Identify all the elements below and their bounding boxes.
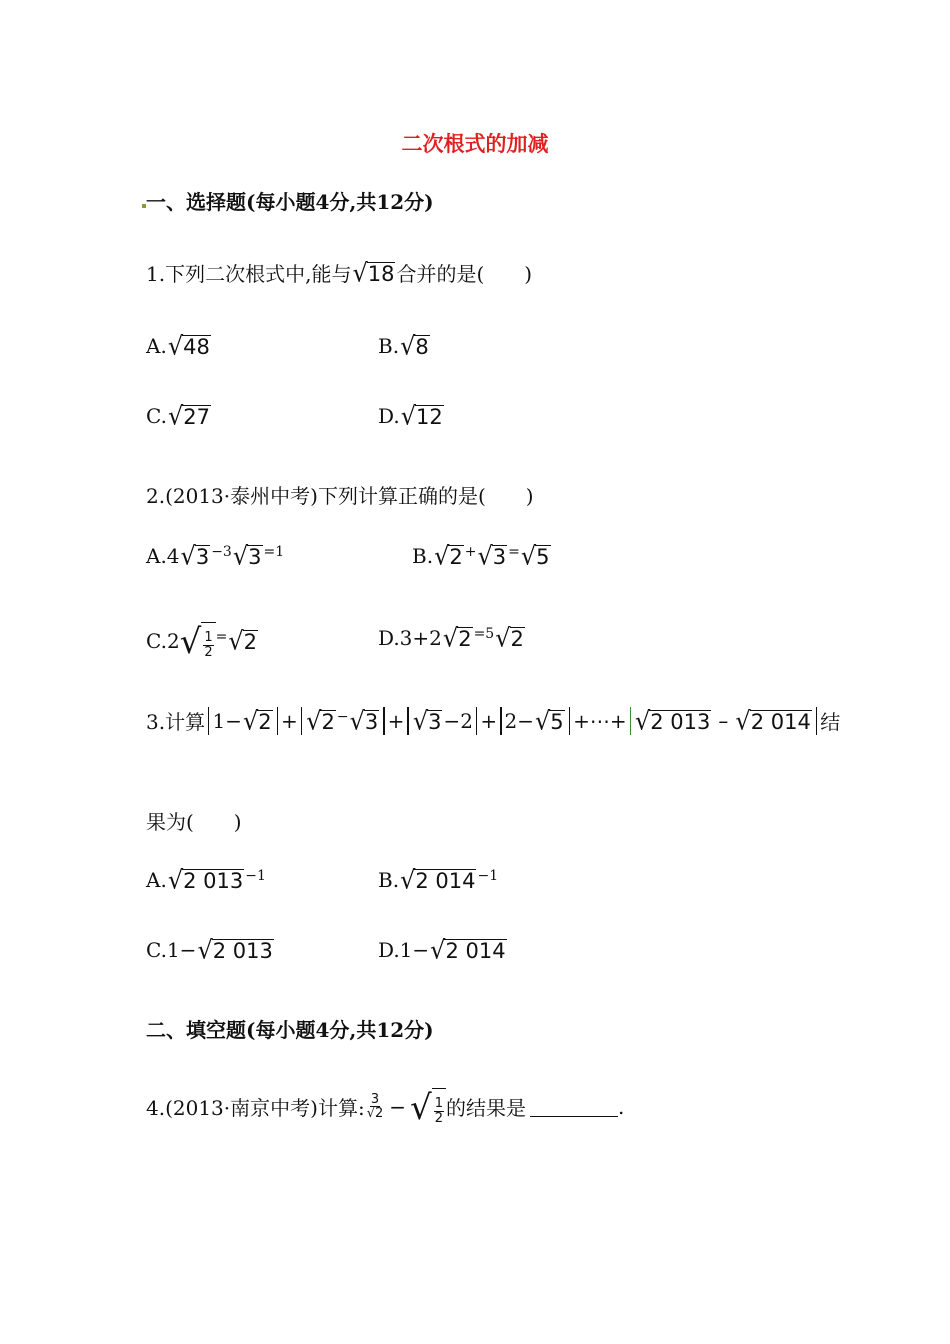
- radical: √ 5: [520, 541, 550, 571]
- q2-option-d: [378, 623, 526, 653]
- root-symbol: √: [366, 1106, 375, 1122]
- radicand: 48: [183, 335, 210, 359]
- answer-blank[interactable]: [530, 1096, 618, 1117]
- abs-bar: [476, 707, 477, 735]
- equals-sign: =: [215, 628, 228, 645]
- equals-part: =1: [263, 544, 285, 560]
- radical: √ 2: [495, 623, 524, 653]
- radicand: 2: [449, 545, 463, 569]
- fraction: [203, 631, 213, 659]
- q4-stem-pre: 4.(2013·南京中考)计算:: [146, 1096, 365, 1121]
- radical: √ 2 014: [400, 865, 476, 895]
- radicand: 12: [415, 405, 443, 429]
- numerator: 3: [370, 1091, 380, 1107]
- q1-option-c: [146, 401, 212, 431]
- question-4-stem: [146, 1088, 625, 1129]
- radical: √ 2 013: [197, 935, 273, 965]
- radicand: 2 013: [650, 709, 711, 734]
- fraction: [367, 1093, 384, 1121]
- radicand: 3: [248, 545, 262, 569]
- q3-option-c: [146, 935, 275, 965]
- abs-bar: [500, 707, 501, 735]
- q4-stem-end: .: [617, 1094, 625, 1119]
- equals-part: =5: [473, 626, 495, 642]
- ellipsis: +⋯+: [573, 708, 627, 733]
- q2-option-b: [412, 541, 552, 571]
- option-label: D.: [378, 404, 400, 428]
- radical: √ 3: [477, 541, 507, 571]
- radical: √ 2: [442, 623, 472, 653]
- radicand: 8: [415, 335, 429, 359]
- q1-option-b: [378, 331, 431, 361]
- option-label: C.1−: [146, 938, 197, 962]
- abs-bar: [816, 707, 817, 735]
- radicand: 3: [428, 709, 442, 734]
- radicand: 2 014: [415, 869, 476, 893]
- numerator: 1: [434, 1096, 443, 1111]
- radicand: 2 013: [183, 869, 244, 893]
- option-post: −1: [477, 868, 499, 884]
- denominator: [367, 1107, 384, 1121]
- radicand: 2 014: [750, 709, 811, 734]
- radical: √ 2: [228, 625, 258, 656]
- minus-sign: −: [389, 1094, 407, 1119]
- abs-bar: [569, 707, 570, 735]
- radical: √ 3: [349, 705, 379, 736]
- radical: √ 2 014: [430, 935, 506, 965]
- term: 2−: [504, 708, 534, 733]
- plus-sign: +: [281, 708, 298, 733]
- plus-sign: +: [480, 708, 498, 733]
- option-label: D.1−: [378, 938, 430, 962]
- fraction: [434, 1097, 444, 1125]
- radicand: 3: [364, 709, 379, 734]
- radical: √ 5: [535, 705, 564, 736]
- q2-option-a: [146, 541, 285, 571]
- radicand: 2: [258, 709, 272, 734]
- option-label: B.: [412, 544, 434, 568]
- q3-option-d: [378, 935, 508, 965]
- section-2-heading: 二、填空题(每小题4分,共12分): [146, 1018, 434, 1042]
- radical: √ 8: [400, 331, 429, 361]
- denominator: 2: [204, 644, 213, 660]
- plus-sign: +: [387, 708, 405, 733]
- q1-stem-post: 合并的是( ): [396, 262, 533, 286]
- abs-bar: [208, 707, 209, 735]
- option-label: B.: [378, 334, 400, 358]
- option-post: −1: [245, 868, 266, 884]
- radical: √ 48: [167, 331, 210, 361]
- q1-option-d: [378, 401, 445, 431]
- denominator: 2: [434, 1110, 443, 1126]
- radical: √ 2: [434, 541, 463, 571]
- radical-fraction: √ $\frac{1}{2}$: [180, 622, 216, 659]
- q1-stem-pre: 1.下列二次根式中,能与: [146, 262, 352, 286]
- question-1-stem: [146, 258, 532, 287]
- abs-bar: [383, 707, 384, 735]
- numerator: 1: [204, 630, 213, 645]
- option-label: A.: [146, 334, 167, 358]
- q3-stem-pre: 3.计算: [146, 710, 206, 734]
- option-label: C.: [146, 404, 167, 428]
- radicand: 2: [374, 1106, 384, 1122]
- radicand: 3: [195, 545, 210, 569]
- radicand: 18: [367, 261, 395, 286]
- radical: √ 3: [180, 541, 210, 571]
- radical: √ 2: [306, 705, 335, 736]
- option-label: A.: [146, 868, 167, 892]
- radical: √ 2: [242, 705, 272, 736]
- abs-bar: [301, 707, 302, 735]
- radicand: 27: [183, 405, 210, 429]
- radical: √ 3: [412, 705, 442, 736]
- q3-stem-end: 结: [820, 710, 841, 734]
- radical: √ 27: [167, 401, 210, 431]
- question-2-stem: 2.(2013·泰州中考)下列计算正确的是( ): [146, 484, 534, 508]
- radical: √ 12: [400, 401, 443, 431]
- q3-option-a: [146, 865, 266, 895]
- q1-option-a: [146, 331, 212, 361]
- radicand: 2: [243, 629, 258, 654]
- radicand: 2: [458, 627, 472, 651]
- minus-sign: −: [336, 708, 349, 725]
- abs-bar: [407, 707, 408, 735]
- q3-option-b: [378, 865, 499, 895]
- option-label: D.3+2: [378, 626, 442, 650]
- radical: √ 2 014: [735, 705, 811, 736]
- radicand: 2 013: [212, 939, 273, 963]
- abs-bar: [630, 707, 631, 735]
- radical: √ 3: [232, 541, 262, 571]
- option-label: B.: [378, 868, 400, 892]
- question-3-stem-cont: 果为( ): [146, 810, 242, 834]
- abs-bar: [277, 707, 278, 735]
- option-label: C.2: [146, 628, 180, 653]
- equals-sign: =: [508, 544, 520, 560]
- radicand: 2: [510, 627, 524, 651]
- radicand: 5: [536, 545, 550, 569]
- radicand: 2 014: [445, 939, 506, 963]
- option-label: A.4: [146, 544, 180, 568]
- radical: √ 2 013: [634, 705, 711, 736]
- term: 1−: [212, 708, 242, 733]
- radical: √ 2 013: [167, 865, 244, 895]
- radical-fraction: √ $\frac{1}{2}$: [410, 1088, 446, 1125]
- section-1-heading: 一、选择题(每小题4分,共12分): [146, 190, 434, 214]
- radicand: 3: [492, 545, 507, 569]
- radical-18: √ 18: [352, 257, 395, 288]
- q4-stem-post: 的结果是: [445, 1096, 526, 1121]
- radicand: 5: [550, 709, 564, 734]
- plus-sign: +: [464, 544, 477, 560]
- question-3-stem: [146, 706, 840, 735]
- q2-option-c: [146, 622, 259, 663]
- minus-sign: –: [718, 708, 729, 733]
- page-title: 二次根式的加减: [401, 131, 549, 156]
- radicand: 2: [321, 709, 335, 734]
- minus-sign: −3: [211, 544, 232, 560]
- term: −2: [443, 708, 473, 733]
